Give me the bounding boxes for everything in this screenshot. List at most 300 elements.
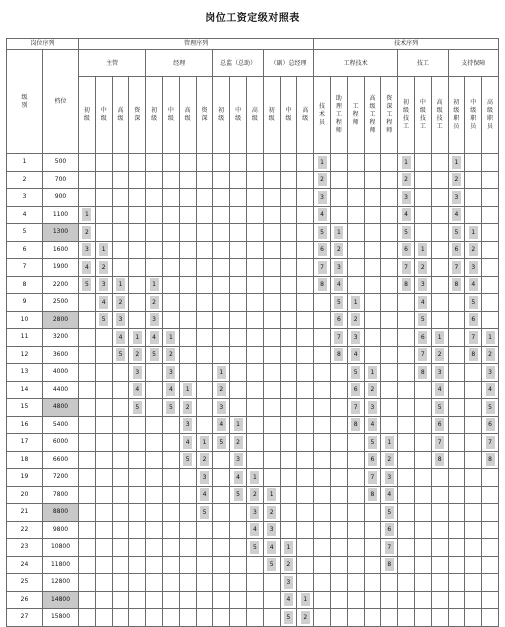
- grade-step-cell: [95, 521, 112, 539]
- grade-step-cell: [146, 434, 163, 452]
- grade-step-cell: [398, 416, 415, 434]
- grade-step-cell: [146, 399, 163, 417]
- grade-step-cell: [179, 434, 196, 452]
- step-value: 3: [166, 366, 175, 379]
- grade-step-cell: [129, 381, 146, 399]
- grade-step-cell: [431, 154, 448, 172]
- grade-step-cell: [297, 189, 314, 207]
- step-value: 4: [116, 331, 125, 344]
- grade-step-cell: [179, 259, 196, 277]
- grade-step-cell: [297, 521, 314, 539]
- grade-step-cell: [179, 329, 196, 347]
- grade-cell: 7800: [43, 486, 79, 504]
- grade-step-cell: [431, 276, 448, 294]
- grade-step-cell: [297, 171, 314, 189]
- grade-step-cell: [381, 609, 398, 627]
- step-value: 2: [234, 436, 243, 449]
- step-value: 3: [82, 243, 91, 256]
- grade-step-cell: [314, 154, 331, 172]
- grade-step-cell: [297, 591, 314, 609]
- step-value: 1: [183, 383, 192, 396]
- grade-step-cell: [213, 574, 230, 592]
- grade-step-cell: [163, 189, 180, 207]
- step-value: 2: [469, 243, 478, 256]
- sublevel-header: 中级: [95, 77, 112, 154]
- grade-step-cell: [347, 521, 364, 539]
- grade-step-cell: [297, 206, 314, 224]
- grade-step-cell: [465, 154, 482, 172]
- grade-step-cell: [398, 276, 415, 294]
- sublevel-header: 资深: [196, 77, 213, 154]
- grade-step-cell: [263, 154, 280, 172]
- level-cell: 12: [7, 346, 43, 364]
- grade-step-cell: [414, 399, 431, 417]
- grade-step-cell: [330, 469, 347, 487]
- step-value: 5: [402, 226, 411, 239]
- grade-step-cell: [482, 451, 499, 469]
- grade-step-cell: [482, 539, 499, 557]
- step-value: 2: [82, 226, 91, 239]
- grade-step-cell: [79, 591, 96, 609]
- grade-step-cell: [314, 346, 331, 364]
- grade-step-cell: [314, 311, 331, 329]
- table-body: [7, 154, 499, 627]
- grade-step-cell: [280, 434, 297, 452]
- step-value: 6: [452, 243, 461, 256]
- step-value: 4: [452, 208, 461, 221]
- page-title: 岗位工资定级对照表: [205, 13, 300, 24]
- grade-step-cell: [196, 276, 213, 294]
- grade-step-cell: [263, 206, 280, 224]
- grade-step-cell: [179, 311, 196, 329]
- grade-step-cell: [146, 329, 163, 347]
- grade-step-cell: [196, 556, 213, 574]
- step-value: 3: [402, 191, 411, 204]
- step-value: 1: [486, 331, 495, 344]
- grade-step-cell: [482, 189, 499, 207]
- grade-step-cell: [95, 609, 112, 627]
- table-row: [7, 521, 499, 539]
- grade-cell: 11800: [43, 556, 79, 574]
- step-value: 5: [267, 558, 276, 571]
- grade-step-cell: [330, 259, 347, 277]
- grade-step-cell: [482, 486, 499, 504]
- grade-step-cell: [263, 276, 280, 294]
- grade-cell: 4800: [43, 399, 79, 417]
- grade-step-cell: [280, 206, 297, 224]
- grade-step-cell: [330, 591, 347, 609]
- grade-step-cell: [112, 171, 129, 189]
- grade-step-cell: [230, 224, 247, 242]
- grade-step-cell: [146, 381, 163, 399]
- grade-step-cell: [129, 154, 146, 172]
- grade-step-cell: [196, 329, 213, 347]
- grade-step-cell: [246, 189, 263, 207]
- grade-step-cell: [196, 451, 213, 469]
- grade-step-cell: [112, 259, 129, 277]
- grade-step-cell: [297, 556, 314, 574]
- step-value: 3: [418, 278, 427, 291]
- grade-step-cell: [95, 469, 112, 487]
- grade-step-cell: [112, 276, 129, 294]
- grade-step-cell: [163, 504, 180, 522]
- grade-step-cell: [431, 521, 448, 539]
- grade-step-cell: [196, 311, 213, 329]
- group-header-engineering: 工程技术: [314, 50, 398, 77]
- grade-step-cell: [213, 171, 230, 189]
- grade-step-cell: [448, 434, 465, 452]
- grade-step-cell: [465, 521, 482, 539]
- grade-step-cell: [146, 521, 163, 539]
- step-value: 1: [435, 331, 444, 344]
- position-sequence-header: 岗位序列: [7, 39, 79, 50]
- grade-cell: 6000: [43, 434, 79, 452]
- grade-cell: 15800: [43, 609, 79, 627]
- grade-step-cell: [448, 591, 465, 609]
- table-row: [7, 171, 499, 189]
- step-value: 1: [301, 593, 310, 606]
- grade-step-cell: [448, 609, 465, 627]
- grade-step-cell: [79, 329, 96, 347]
- grade-step-cell: [263, 329, 280, 347]
- grade-step-cell: [246, 609, 263, 627]
- table-row: [7, 451, 499, 469]
- grade-step-cell: [79, 609, 96, 627]
- grade-step-cell: [381, 294, 398, 312]
- grade-step-cell: [196, 241, 213, 259]
- management-sequence-header: 管理序列: [79, 39, 314, 50]
- grade-cell: 1300: [43, 224, 79, 242]
- grade-step-cell: [398, 574, 415, 592]
- grade-step-cell: [347, 574, 364, 592]
- step-value: 3: [234, 453, 243, 466]
- grade-step-cell: [448, 259, 465, 277]
- grade-step-cell: [314, 241, 331, 259]
- grade-step-cell: [263, 539, 280, 557]
- grade-step-cell: [146, 171, 163, 189]
- grade-step-cell: [95, 189, 112, 207]
- grade-step-cell: [263, 591, 280, 609]
- grade-step-cell: [364, 504, 381, 522]
- grade-step-cell: [314, 434, 331, 452]
- grade-step-cell: [163, 346, 180, 364]
- grade-step-cell: [246, 521, 263, 539]
- grade-step-cell: [448, 381, 465, 399]
- grade-step-cell: [129, 451, 146, 469]
- grade-step-cell: [364, 224, 381, 242]
- grade-header: 档位: [43, 50, 79, 154]
- grade-step-cell: [179, 521, 196, 539]
- grade-step-cell: [482, 171, 499, 189]
- step-value: 7: [368, 471, 377, 484]
- grade-step-cell: [347, 241, 364, 259]
- grade-step-cell: [129, 521, 146, 539]
- step-value: 7: [318, 261, 327, 274]
- table-row: [7, 206, 499, 224]
- grade-step-cell: [263, 469, 280, 487]
- group-header-supervisor: 主管: [79, 50, 146, 77]
- grade-step-cell: [146, 609, 163, 627]
- grade-step-cell: [95, 591, 112, 609]
- grade-step-cell: [398, 504, 415, 522]
- step-value: 2: [435, 348, 444, 361]
- grade-step-cell: [398, 609, 415, 627]
- grade-step-cell: [364, 521, 381, 539]
- grade-step-cell: [414, 521, 431, 539]
- grade-step-cell: [347, 591, 364, 609]
- grade-step-cell: [179, 189, 196, 207]
- grade-step-cell: [465, 399, 482, 417]
- grade-step-cell: [482, 504, 499, 522]
- grade-step-cell: [431, 224, 448, 242]
- grade-step-cell: [465, 556, 482, 574]
- grade-step-cell: [381, 521, 398, 539]
- grade-step-cell: [482, 224, 499, 242]
- grade-step-cell: [129, 556, 146, 574]
- grade-step-cell: [314, 556, 331, 574]
- grade-step-cell: [280, 276, 297, 294]
- grade-step-cell: [213, 416, 230, 434]
- grade-step-cell: [213, 556, 230, 574]
- grade-step-cell: [364, 381, 381, 399]
- grade-step-cell: [263, 504, 280, 522]
- table-row: [7, 416, 499, 434]
- grade-step-cell: [79, 171, 96, 189]
- grade-step-cell: [465, 574, 482, 592]
- step-value: 3: [116, 313, 125, 326]
- grade-step-cell: [280, 504, 297, 522]
- grade-step-cell: [79, 276, 96, 294]
- step-value: 7: [452, 261, 461, 274]
- grade-step-cell: [95, 154, 112, 172]
- grade-step-cell: [95, 504, 112, 522]
- grade-step-cell: [79, 486, 96, 504]
- step-value: 4: [166, 383, 175, 396]
- grade-step-cell: [381, 259, 398, 277]
- table-row: [7, 504, 499, 522]
- grade-step-cell: [79, 259, 96, 277]
- sublevel-header-row: [7, 77, 499, 154]
- grade-step-cell: [330, 311, 347, 329]
- step-value: 5: [435, 401, 444, 414]
- grade-step-cell: [179, 241, 196, 259]
- step-value: 4: [133, 383, 142, 396]
- grade-step-cell: [179, 346, 196, 364]
- step-value: 3: [150, 313, 159, 326]
- step-value: 3: [318, 191, 327, 204]
- step-value: 2: [351, 313, 360, 326]
- step-value: 1: [318, 156, 327, 169]
- table-row: [7, 469, 499, 487]
- grade-step-cell: [314, 276, 331, 294]
- grade-step-cell: [112, 556, 129, 574]
- step-value: 4: [250, 523, 259, 536]
- grade-step-cell: [381, 189, 398, 207]
- grade-step-cell: [179, 416, 196, 434]
- step-value: 3: [351, 331, 360, 344]
- grade-step-cell: [280, 241, 297, 259]
- grade-step-cell: [381, 206, 398, 224]
- step-value: 3: [217, 401, 226, 414]
- grade-step-cell: [230, 434, 247, 452]
- step-value: 2: [200, 453, 209, 466]
- step-value: 6: [385, 523, 394, 536]
- step-value: 3: [452, 191, 461, 204]
- grade-step-cell: [448, 206, 465, 224]
- grade-step-cell: [448, 364, 465, 382]
- grade-step-cell: [146, 311, 163, 329]
- grade-step-cell: [465, 381, 482, 399]
- step-value: 5: [385, 506, 394, 519]
- grade-step-cell: [330, 609, 347, 627]
- grade-step-cell: [112, 206, 129, 224]
- grade-step-cell: [347, 381, 364, 399]
- grade-step-cell: [280, 224, 297, 242]
- level-header: 级别: [7, 50, 43, 154]
- grade-cell: 1100: [43, 206, 79, 224]
- grade-step-cell: [196, 189, 213, 207]
- step-value: 3: [385, 471, 394, 484]
- grade-step-cell: [263, 171, 280, 189]
- grade-step-cell: [414, 416, 431, 434]
- grade-step-cell: [448, 556, 465, 574]
- grade-step-cell: [146, 189, 163, 207]
- grade-step-cell: [414, 364, 431, 382]
- grade-cell: 14800: [43, 591, 79, 609]
- grade-step-cell: [297, 311, 314, 329]
- grade-step-cell: [95, 206, 112, 224]
- grade-step-cell: [79, 451, 96, 469]
- grade-step-cell: [230, 539, 247, 557]
- grade-step-cell: [314, 451, 331, 469]
- step-value: 4: [435, 383, 444, 396]
- grade-step-cell: [330, 241, 347, 259]
- sublevel-header: 高级: [179, 77, 196, 154]
- grade-step-cell: [398, 556, 415, 574]
- grade-step-cell: [297, 276, 314, 294]
- grade-step-cell: [364, 189, 381, 207]
- grade-step-cell: [112, 574, 129, 592]
- step-value: 4: [351, 348, 360, 361]
- grade-step-cell: [213, 381, 230, 399]
- grade-step-cell: [246, 206, 263, 224]
- grade-step-cell: [230, 486, 247, 504]
- grade-step-cell: [95, 416, 112, 434]
- grade-step-cell: [146, 556, 163, 574]
- grade-step-cell: [364, 591, 381, 609]
- grade-step-cell: [330, 504, 347, 522]
- grade-step-cell: [179, 154, 196, 172]
- grade-step-cell: [213, 399, 230, 417]
- grade-step-cell: [314, 416, 331, 434]
- grade-step-cell: [482, 154, 499, 172]
- grade-step-cell: [482, 521, 499, 539]
- grade-step-cell: [330, 381, 347, 399]
- step-value: 1: [116, 278, 125, 291]
- grade-step-cell: [112, 311, 129, 329]
- level-cell: 25: [7, 574, 43, 592]
- grade-step-cell: [364, 311, 381, 329]
- sublevel-header: 中级: [230, 77, 247, 154]
- step-value: 6: [418, 331, 427, 344]
- grade-step-cell: [146, 539, 163, 557]
- grade-cell: 12800: [43, 574, 79, 592]
- sublevel-header: 初级: [79, 77, 96, 154]
- grade-step-cell: [213, 521, 230, 539]
- grade-step-cell: [163, 276, 180, 294]
- grade-step-cell: [263, 189, 280, 207]
- grade-step-cell: [314, 591, 331, 609]
- grade-step-cell: [196, 206, 213, 224]
- grade-step-cell: [230, 329, 247, 347]
- grade-step-cell: [146, 416, 163, 434]
- step-value: 3: [133, 366, 142, 379]
- grade-step-cell: [465, 224, 482, 242]
- grade-step-cell: [465, 451, 482, 469]
- sublevel-header: 资深: [129, 77, 146, 154]
- grade-step-cell: [347, 469, 364, 487]
- grade-step-cell: [398, 591, 415, 609]
- step-value: 5: [82, 278, 91, 291]
- grade-step-cell: [330, 189, 347, 207]
- table-row: [7, 346, 499, 364]
- step-value: 4: [318, 208, 327, 221]
- step-value: 2: [150, 296, 159, 309]
- grade-step-cell: [414, 346, 431, 364]
- grade-step-cell: [431, 504, 448, 522]
- step-value: 3: [435, 366, 444, 379]
- grade-step-cell: [297, 399, 314, 417]
- level-cell: 26: [7, 591, 43, 609]
- grade-step-cell: [448, 189, 465, 207]
- grade-step-cell: [179, 206, 196, 224]
- grade-step-cell: [263, 259, 280, 277]
- step-value: 8: [351, 418, 360, 431]
- grade-step-cell: [263, 399, 280, 417]
- step-value: 4: [217, 418, 226, 431]
- grade-step-cell: [196, 469, 213, 487]
- level-cell: 16: [7, 416, 43, 434]
- grade-step-cell: [263, 556, 280, 574]
- grade-step-cell: [230, 451, 247, 469]
- grade-step-cell: [230, 609, 247, 627]
- step-value: 8: [469, 348, 478, 361]
- step-value: 1: [418, 243, 427, 256]
- grade-step-cell: [213, 206, 230, 224]
- grade-step-cell: [347, 329, 364, 347]
- grade-step-cell: [280, 154, 297, 172]
- grade-step-cell: [179, 591, 196, 609]
- grade-step-cell: [263, 416, 280, 434]
- level-cell: 24: [7, 556, 43, 574]
- grade-step-cell: [482, 276, 499, 294]
- grade-step-cell: [146, 206, 163, 224]
- grade-step-cell: [381, 171, 398, 189]
- grade-step-cell: [246, 241, 263, 259]
- grade-cell: 2200: [43, 276, 79, 294]
- grade-step-cell: [431, 556, 448, 574]
- grade-step-cell: [213, 469, 230, 487]
- grade-step-cell: [246, 556, 263, 574]
- sublevel-header: 初级: [146, 77, 163, 154]
- grade-step-cell: [381, 329, 398, 347]
- grade-step-cell: [79, 521, 96, 539]
- step-value: 6: [486, 418, 495, 431]
- grade-step-cell: [163, 171, 180, 189]
- grade-step-cell: [196, 399, 213, 417]
- grade-step-cell: [112, 434, 129, 452]
- grade-step-cell: [263, 224, 280, 242]
